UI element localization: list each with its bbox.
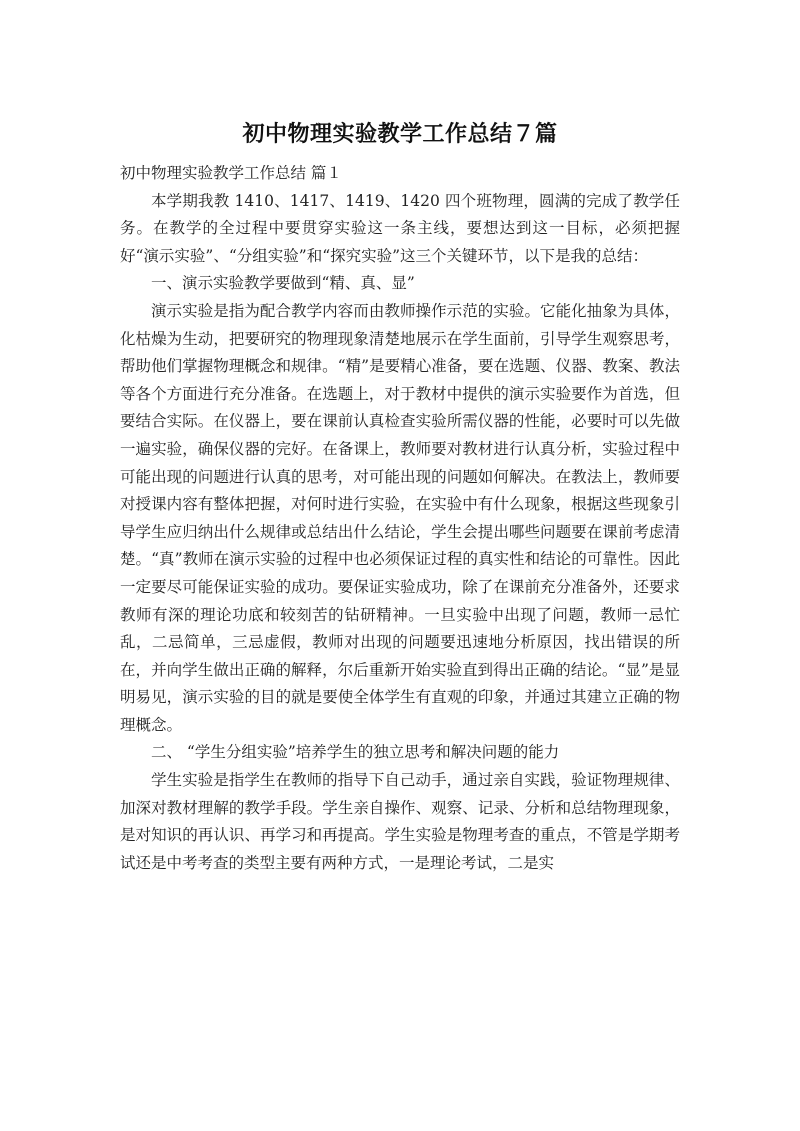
heading-group-experiment: 二、 “学生分组实验”培养学生的独立思考和解决问题的能力 — [151, 743, 560, 762]
heading-demo-experiment: 一、演示实验教学要做到“精、真、显” — [151, 274, 415, 293]
document-title: 初中物理实验教学工作总结７篇 — [242, 122, 558, 147]
document-body — [120, 160, 680, 877]
paragraph-demo-experiment: 演示实验是指为配合教学内容而由教师操作示范的实验。它能化抽象为具体，化枯燥为生动，把要研究的物理现象清楚地展示在学生面前，引导学生观察思考，帮助他们掌握物理概念和规律。“精”是要精心准备，要在选题、仪器、教案、教法等各个方面进行充分准备。在选题上，对于教材中提供的演示实验要作为首选，但要结合实际。在仪器上，要在课前认真检查实验所需仪器的性能，必要时可以先做一遍实验，确保仪器的完好。在备课上，教师要对教材进行认真分析，实验过程中可能出现的问题进行认真的思考，对可能出现的问题如何解决。在教法上，教师要对授课内容有整体把握，对何时进行实验，在实验中有什么现象，根据这些现象引导学生应归纳出什么规律或总结出什么结论，学生会提出哪些问题要在课前考虑清楚。“真”教师在演示实验的过程中也必须保证过程的真实性和结论的可靠性。因此一定要尽可能保证实验的成功。要保证实验成功，除了在课前充分准备外，还要求教师有深的理论功底和较刻苦的钻研精神。一旦实验中出现了问题，教师一忌忙乱，二忌简单，三忌虚假，教师对出现的问题要迅速地分析原因，找出错误的所在，并向学生做出正确的解释，尔后重新开始实验直到得出正确的结论。“显”是显明易见，演示实验的目的就是要使全体学生有直观的印象，并通过其建立正确的物理概念。 — [120, 301, 680, 734]
paragraph-group-experiment: 学生实验是指学生在教师的指导下自己动手，通过亲自实践，验证物理规律、加深对教材理解的教学手段。学生亲自操作、观察、记录、分析和总结物理现象，是对知识的再认识、再学习和再提高。学生实验是物理考查的重点，不管是学期考试还是中考考查的类型主要有两种方式，一是理论考试，二是实 — [120, 771, 680, 872]
section-subtitle: 初中物理实验教学工作总结 篇１ — [120, 164, 342, 182]
paragraph-intro: 本学期我教 1410、1417、1419、1420 四个班物理，圆满的完成了教学任务。在教学的全过程中要贯穿实验这一条主线，要想达到这一目标，必须把握好“演示实验”、“分组实验”和“探究实验”这三个关键环节，以下是我的总结： — [120, 191, 680, 265]
